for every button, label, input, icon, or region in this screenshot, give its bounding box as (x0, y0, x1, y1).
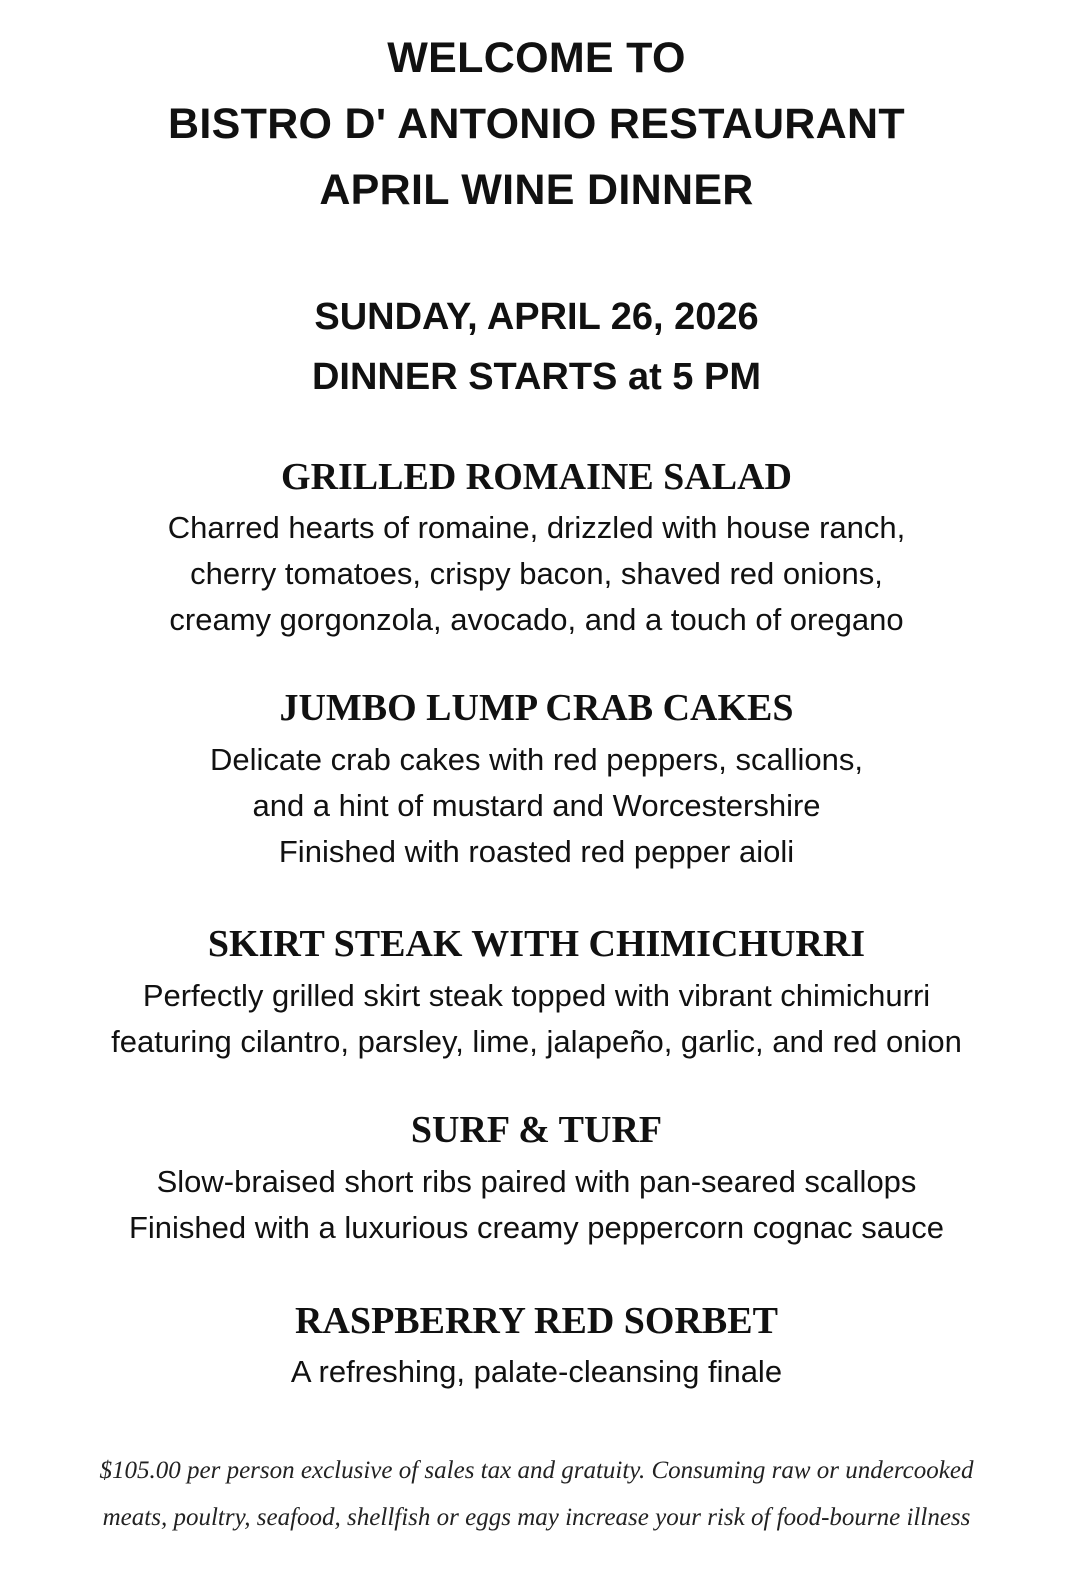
course-description-line: A refreshing, palate-cleansing finale (290, 1354, 783, 1389)
course-title: SKIRT STEAK WITH CHIMICHURRI (207, 923, 866, 965)
course-description-line: Charred hearts of romaine, drizzled with house ranch, (167, 510, 906, 545)
course-title: RASPBERRY RED SORBET (295, 1300, 778, 1342)
food-safety-disclaimer: meats, poultry, seafood, shellfish or eggs may increase your risk of food-bourne illness (102, 1504, 971, 1531)
course-title: GRILLED ROMAINE SALAD (281, 456, 792, 498)
price-note: $105.00 per person exclusive of sales tax and gratuity. Consuming raw or undercooked (99, 1457, 974, 1484)
course-title: JUMBO LUMP CRAB CAKES (279, 687, 794, 729)
course-description-line: Perfectly grilled skirt steak topped with vibrant chimichurri (142, 978, 931, 1013)
course-description-line: featuring cilantro, parsley, lime, jalapeño, garlic, and red onion (111, 1024, 962, 1059)
course-description-line: Finished with a luxurious creamy peppercorn cognac sauce (128, 1210, 945, 1245)
event-date: SUNDAY, APRIL 26, 2026 (314, 296, 759, 338)
course-description-line: Slow-braised short ribs paired with pan-seared scallops (156, 1164, 917, 1199)
course-description-line: creamy gorgonzola, avocado, and a touch of oregano (169, 602, 904, 637)
welcome-line: WELCOME TO (387, 34, 686, 82)
course-description-line: cherry tomatoes, crispy bacon, shaved red onions, (190, 556, 883, 591)
course-description-line: Delicate crab cakes with red peppers, scallions, (209, 742, 864, 777)
course-description-line: and a hint of mustard and Worcestershire (252, 788, 821, 823)
event-time: DINNER STARTS at 5 PM (311, 356, 761, 398)
event-title: APRIL WINE DINNER (319, 166, 754, 214)
course-title: SURF & TURF (410, 1109, 663, 1151)
course-description-line: Finished with roasted red pepper aioli (278, 834, 795, 869)
restaurant-name: BISTRO D' ANTONIO RESTAURANT (168, 100, 905, 148)
